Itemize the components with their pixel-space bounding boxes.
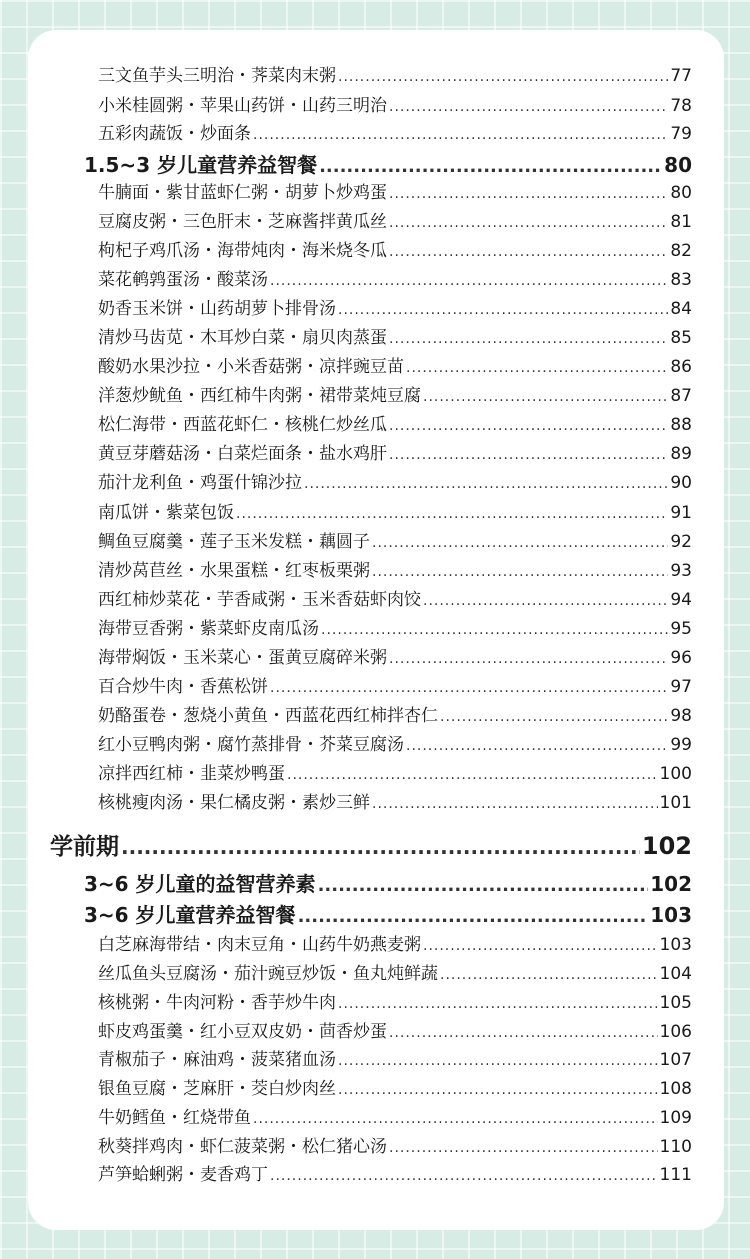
toc-title: 芦笋蛤蜊粥・麦香鸡丁	[98, 1165, 268, 1185]
toc-page-number: 89	[670, 444, 692, 464]
dot-leader	[121, 830, 640, 864]
toc-page-number: 87	[670, 386, 692, 406]
toc-page-number: 95	[670, 619, 692, 639]
toc-entry[interactable]	[98, 354, 692, 380]
toc-title: 黄豆芽蘑菇汤・白菜烂面条・盐水鸡肝	[98, 444, 387, 464]
dot-leader	[372, 791, 658, 817]
toc-page-number: 93	[670, 561, 692, 581]
toc-title: 牛奶鳕鱼・红烧带鱼	[98, 1108, 251, 1128]
dot-leader	[440, 704, 668, 730]
dot-leader	[406, 355, 668, 381]
toc-title: 清炒马齿苋・木耳炒白菜・扇贝肉蒸蛋	[98, 328, 387, 348]
toc-title: 菜花鹌鹑蛋汤・酸菜汤	[98, 270, 268, 290]
toc-page-number: 103	[659, 935, 692, 955]
toc-page-number: 88	[670, 415, 692, 435]
toc-title: 百合炒牛肉・香蕉松饼	[98, 677, 268, 697]
toc-title: 小米桂圆粥・苹果山药饼・山药三明治	[98, 96, 387, 116]
toc-entry[interactable]	[98, 470, 692, 496]
dot-leader	[440, 962, 658, 988]
toc-page-number: 83	[670, 270, 692, 290]
dot-leader	[319, 152, 662, 182]
toc-title: 清炒莴苣丝・水果蛋糕・红枣板栗粥	[98, 561, 370, 581]
toc-entry[interactable]	[98, 961, 692, 987]
dot-leader	[270, 1163, 658, 1189]
toc-entry[interactable]	[98, 932, 692, 958]
content-card	[28, 30, 724, 1230]
toc-page-number: 107	[659, 1050, 692, 1070]
toc-entry[interactable]	[98, 1019, 692, 1045]
dot-leader	[287, 762, 658, 788]
toc-title: 核桃瘦肉汤・果仁橘皮粥・素炒三鲜	[98, 793, 370, 813]
dot-leader	[406, 733, 668, 759]
dot-leader	[338, 64, 668, 90]
toc-page-number: 79	[670, 124, 692, 144]
dot-leader	[304, 471, 668, 497]
toc-page-number: 97	[670, 677, 692, 697]
toc-title: 海带豆香粥・紫菜虾皮南瓜汤	[98, 619, 319, 639]
toc-title: 丝瓜鱼头豆腐汤・茄汁豌豆炒饭・鱼丸炖鲜蔬	[98, 964, 438, 984]
toc-entry[interactable]	[98, 500, 692, 526]
toc-entry[interactable]	[98, 703, 692, 729]
toc-entry[interactable]	[98, 1076, 692, 1102]
toc-entry[interactable]	[98, 238, 692, 264]
toc-entry[interactable]	[98, 296, 692, 322]
toc-entry[interactable]	[98, 209, 692, 235]
toc-entry[interactable]	[98, 645, 692, 671]
dot-leader	[389, 1135, 658, 1161]
dot-leader	[298, 902, 649, 932]
toc-page-number: 86	[670, 357, 692, 377]
toc-entry[interactable]	[98, 412, 692, 438]
dot-leader	[372, 530, 668, 556]
toc-page-number: 96	[670, 648, 692, 668]
toc-page-number: 105	[659, 993, 692, 1013]
toc-section-heading[interactable]	[84, 150, 692, 180]
toc-section-heading[interactable]	[84, 900, 692, 930]
toc-page-number: 81	[670, 212, 692, 232]
dot-leader	[389, 94, 668, 120]
toc-page-number: 78	[670, 96, 692, 116]
toc-entry[interactable]	[98, 383, 692, 409]
toc-page-number: 84	[670, 299, 692, 319]
toc-page-number: 80	[664, 153, 692, 177]
dot-leader	[389, 646, 668, 672]
dot-leader	[372, 559, 668, 585]
dot-leader	[270, 675, 668, 701]
toc-title: 洋葱炒鱿鱼・西红柿牛肉粥・裙带菜炖豆腐	[98, 386, 421, 406]
dot-leader	[389, 413, 668, 439]
toc-page-number: 108	[659, 1079, 692, 1099]
toc-page-number: 104	[659, 964, 692, 984]
toc-part-heading[interactable]	[50, 829, 692, 863]
dot-leader	[423, 933, 658, 959]
dot-leader	[338, 297, 668, 323]
toc-entry[interactable]	[98, 558, 692, 584]
toc-title: 豆腐皮粥・三色肝末・芝麻酱拌黄瓜丝	[98, 212, 387, 232]
dot-leader	[318, 871, 649, 901]
toc-page-number: 109	[659, 1108, 692, 1128]
toc-title: 凉拌西红柿・韭菜炒鸭蛋	[98, 764, 285, 784]
toc-section-heading[interactable]	[84, 869, 692, 899]
toc-entry[interactable]	[98, 587, 692, 613]
toc-title: 3~6 岁儿童的益智营养素	[84, 872, 316, 896]
toc-entry[interactable]	[98, 180, 692, 206]
toc-page-number: 90	[670, 473, 692, 493]
toc-title: 秋葵拌鸡肉・虾仁菠菜粥・松仁猪心汤	[98, 1137, 387, 1157]
dot-leader	[423, 384, 668, 410]
toc-title: 牛腩面・紫甘蓝虾仁粥・胡萝卜炒鸡蛋	[98, 183, 387, 203]
toc-page-number: 102	[650, 872, 692, 896]
toc-entry[interactable]	[98, 529, 692, 555]
toc-page-number: 102	[641, 832, 692, 860]
toc-entry[interactable]	[98, 325, 692, 351]
toc-title: 酸奶水果沙拉・小米香菇粥・凉拌豌豆苗	[98, 357, 404, 377]
toc-entry[interactable]	[98, 1105, 692, 1131]
toc-entry[interactable]	[98, 990, 692, 1016]
toc-entry[interactable]	[98, 1134, 692, 1160]
toc-title: 松仁海带・西蓝花虾仁・核桃仁炒丝瓜	[98, 415, 387, 435]
toc-title: 海带焖饭・玉米菜心・蛋黄豆腐碎米粥	[98, 648, 387, 668]
toc-title: 白芝麻海带结・肉末豆角・山药牛奶燕麦粥	[98, 935, 421, 955]
toc-title: 红小豆鸭肉粥・腐竹蒸排骨・芥菜豆腐汤	[98, 735, 404, 755]
toc-entry[interactable]	[98, 674, 692, 700]
toc-page-number: 85	[670, 328, 692, 348]
toc-title: 鲷鱼豆腐羹・莲子玉米发糕・藕圆子	[98, 532, 370, 552]
toc-entry[interactable]	[98, 267, 692, 293]
toc-title: 核桃粥・牛肉河粉・香芋炒牛肉	[98, 993, 336, 1013]
dot-leader	[338, 1048, 658, 1074]
toc-title: 虾皮鸡蛋羹・红小豆双皮奶・茴香炒蛋	[98, 1022, 387, 1042]
toc-title: 枸杞子鸡爪汤・海带炖肉・海米烧冬瓜	[98, 241, 387, 261]
toc-page-number: 103	[650, 903, 692, 927]
dot-leader	[253, 1106, 658, 1132]
toc-page-number: 82	[670, 241, 692, 261]
dot-leader	[236, 501, 668, 527]
toc-title: 西红柿炒菜花・芋香咸粥・玉米香菇虾肉饺	[98, 590, 421, 610]
toc-title: 青椒茄子・麻油鸡・菠菜猪血汤	[98, 1050, 336, 1070]
toc-entry[interactable]	[98, 732, 692, 758]
toc-page-number: 77	[670, 66, 692, 86]
toc-page-number: 80	[670, 183, 692, 203]
toc-entry[interactable]	[98, 616, 692, 642]
toc-entry[interactable]	[98, 441, 692, 467]
toc-entry[interactable]	[98, 93, 692, 119]
dot-leader	[338, 991, 658, 1017]
toc-title: 奶香玉米饼・山药胡萝卜排骨汤	[98, 299, 336, 319]
toc-title: 南瓜饼・紫菜包饭	[98, 503, 234, 523]
toc-title: 五彩肉蔬饭・炒面条	[98, 124, 251, 144]
toc-page-number: 110	[659, 1137, 692, 1157]
toc-page-number: 91	[670, 503, 692, 523]
dot-leader	[389, 181, 668, 207]
toc-entry[interactable]	[98, 121, 692, 147]
dot-leader	[389, 442, 668, 468]
dot-leader	[389, 210, 668, 236]
dot-leader	[389, 239, 668, 265]
toc-page-number: 94	[670, 590, 692, 610]
toc-title: 3~6 岁儿童营养益智餐	[84, 903, 296, 927]
toc-title: 学前期	[50, 834, 119, 860]
dot-leader	[270, 268, 668, 294]
dot-leader	[389, 326, 668, 352]
toc-page-number: 99	[670, 735, 692, 755]
toc-page-number: 106	[659, 1022, 692, 1042]
toc-entry[interactable]	[98, 1047, 692, 1073]
toc-title: 三文鱼芋头三明治・荠菜肉末粥	[98, 66, 336, 86]
dot-leader	[423, 588, 668, 614]
toc-title: 茄汁龙利鱼・鸡蛋什锦沙拉	[98, 473, 302, 493]
dot-leader	[321, 617, 668, 643]
dot-leader	[389, 1020, 658, 1046]
dot-leader	[338, 1077, 658, 1103]
toc-entry[interactable]	[98, 761, 692, 787]
toc-title: 银鱼豆腐・芝麻肝・茭白炒肉丝	[98, 1079, 336, 1099]
toc-entry[interactable]	[98, 63, 692, 89]
toc-page-number: 111	[659, 1165, 692, 1185]
toc-page-number: 92	[670, 532, 692, 552]
toc-title: 奶酪蛋卷・葱烧小黄鱼・西蓝花西红柿拌杏仁	[98, 706, 438, 726]
toc-entry[interactable]	[98, 790, 692, 816]
dot-leader	[253, 122, 668, 148]
toc-entry[interactable]	[98, 1162, 692, 1188]
toc-title: 1.5~3 岁儿童营养益智餐	[84, 153, 318, 177]
toc-page-number: 100	[659, 764, 692, 784]
toc-page-number: 101	[659, 793, 692, 813]
toc-page-number: 98	[670, 706, 692, 726]
